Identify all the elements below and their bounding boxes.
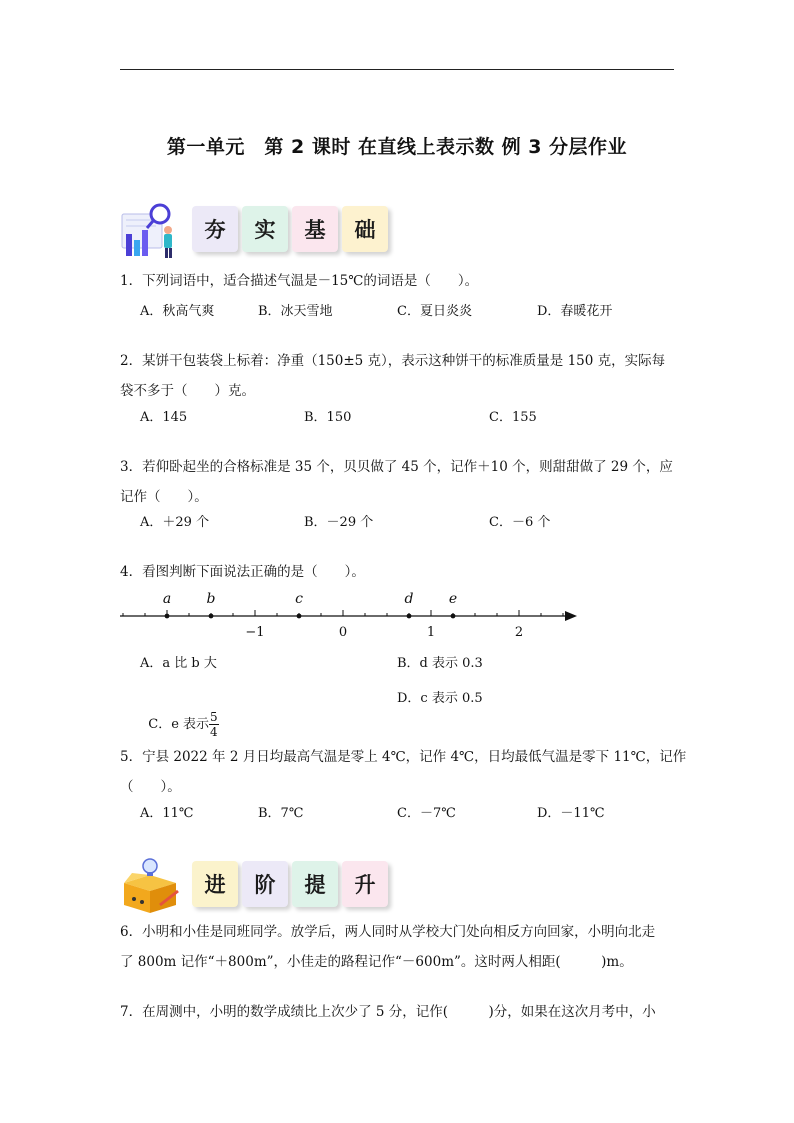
- banner-char-3: 提: [292, 861, 338, 907]
- number-line: [115, 586, 585, 642]
- number-line-tick-label: −1: [245, 625, 265, 640]
- question-5: [120, 742, 687, 802]
- question-4: [120, 557, 676, 587]
- q1-option-b: B．冰天雪地: [258, 304, 333, 319]
- q4-option-a: A．a 比 b 大: [140, 656, 217, 671]
- question-7-stem-line1: 7．在周测中，小明的数学成绩比上次少了 5 分，记作( )分，如果在这次月考中，小: [120, 1004, 656, 1020]
- banner-char-2: 阶: [242, 861, 288, 907]
- question-5-stem-line2: （ ）。: [120, 779, 181, 795]
- question-4-stem: 4．看图判断下面说法正确的是（ ）。: [120, 564, 365, 580]
- number-line-point-b: [209, 614, 214, 619]
- q1-option-c: C．夏日炎炎: [397, 304, 472, 319]
- q3-option-c: C．－6 个: [489, 515, 551, 530]
- q5-option-a: A．11℃: [140, 806, 194, 821]
- question-1: [120, 266, 676, 296]
- question-1-stem: 1．下列词语中，适合描述气温是－15℃的词语是（ ）。: [120, 273, 479, 289]
- question-6: [120, 917, 676, 977]
- fraction-denominator: 4: [210, 725, 218, 739]
- q2-option-c: C．155: [489, 410, 537, 425]
- section-banner-basic: [120, 200, 420, 262]
- q5-option-d: D．－11℃: [537, 806, 605, 821]
- number-line-arrow-icon: [565, 611, 577, 621]
- banner-char-4: 升: [342, 861, 388, 907]
- header-rule: [120, 69, 674, 70]
- section-banner-advanced: [120, 855, 420, 917]
- question-6-stem-line2: 了 800m 记作“＋800m”，小佳走的路程记作“－600m”。这时两人相距( )m。: [120, 954, 633, 970]
- number-line-point-c: [297, 614, 302, 619]
- question-2-stem-line2: 袋不多于（ ）克。: [120, 383, 255, 399]
- q5-option-c: C．－7℃: [397, 806, 456, 821]
- q1-option-a: A．秋高气爽: [140, 304, 215, 319]
- number-line-tick-label: 1: [426, 625, 436, 640]
- question-2: [120, 346, 676, 406]
- number-line-point-label: e: [448, 591, 458, 607]
- number-line-point-label: b: [206, 591, 216, 607]
- question-3-stem-line1: 3．若仰卧起坐的合格标准是 35 个，贝贝做了 45 个，记作＋10 个，则甜甜做了 29 个，应: [120, 459, 673, 475]
- number-line-tick-label: 0: [338, 625, 348, 640]
- number-line-point-label: c: [295, 591, 303, 607]
- q4-option-b: B．d 表示 0.3: [397, 656, 483, 671]
- question-7: [120, 997, 676, 1027]
- fraction-numerator: 5: [210, 710, 218, 724]
- q4-option-c-text: C．e 表示: [148, 717, 210, 732]
- banner-char-3: 基: [292, 206, 338, 252]
- chart-magnifier-icon: [120, 200, 182, 262]
- q5-option-b: B．7℃: [258, 806, 304, 821]
- number-line-point-a: [165, 614, 170, 619]
- banner-char-4: 础: [342, 206, 388, 252]
- q2-option-a: A．145: [140, 410, 188, 425]
- q3-option-b: B．－29 个: [304, 515, 374, 530]
- banner-char-1: 夯: [192, 206, 238, 252]
- banner-char-1: 进: [192, 861, 238, 907]
- number-line-point-label: d: [404, 591, 414, 607]
- question-6-stem-line1: 6．小明和小佳是同班同学。放学后，两人同时从学校大门处向相反方向回家，小明向北走: [120, 924, 656, 940]
- idea-box-icon: [120, 855, 182, 917]
- q4-option-c-fraction: [209, 710, 219, 739]
- number-line-point-label: a: [162, 591, 172, 607]
- question-3: [120, 452, 676, 512]
- question-3-stem-line2: 记作（ ）。: [120, 489, 208, 505]
- question-2-stem-line1: 2．某饼干包装袋上标着：净重（150±5 克），表示这种饼干的标准质量是 150 克，实际每: [120, 353, 666, 369]
- page-title: 第一单元 第 2 课时 在直线上表示数 例 3 分层作业: [166, 136, 628, 158]
- number-line-tick-label: 2: [514, 625, 524, 640]
- number-line-point-e: [451, 614, 456, 619]
- question-5-stem-line1: 5．宁县 2022 年 2 月日均最高气温是零上 4℃，记作 4℃，日均最低气温是零下 11℃，记作: [120, 749, 687, 765]
- q1-option-d: D．春暖花开: [537, 304, 613, 319]
- q4-option-d: D．c 表示 0.5: [397, 691, 483, 706]
- q2-option-b: B．150: [304, 410, 352, 425]
- number-line-point-d: [407, 614, 412, 619]
- q3-option-a: A．＋29 个: [140, 515, 210, 530]
- q4-option-c: [140, 680, 219, 740]
- banner-char-2: 实: [242, 206, 288, 252]
